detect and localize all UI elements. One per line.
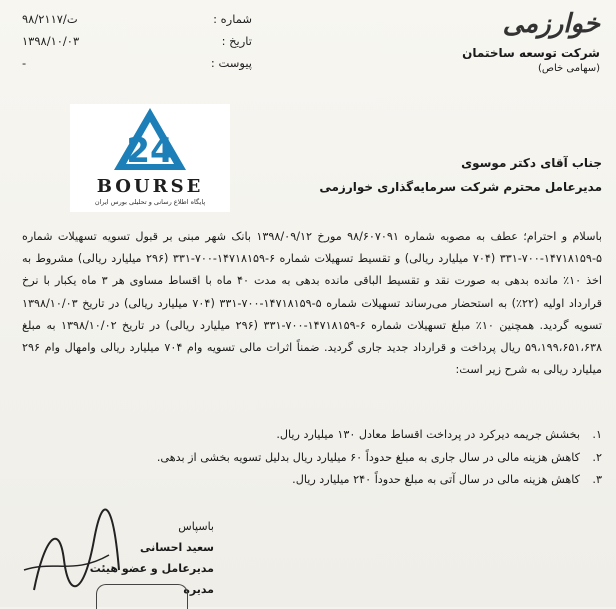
- company-logo: خوارزمی: [502, 9, 600, 39]
- recipient-name: جناب آقای دکتر موسوی: [461, 156, 602, 170]
- signatory-title: مدیرعامل و عضو هیئت مدیره: [89, 562, 214, 596]
- letter-date-value: ۱۳۹۸/۱۰/۰۳: [22, 34, 80, 48]
- bourse-watermark: [70, 104, 230, 212]
- list-item-text: بخشش جریمه دیرکرد در پرداخت اقساط معادل ۱۳۰ میلیارد ریال.: [276, 428, 580, 441]
- svg-text:24: 24: [126, 131, 174, 171]
- letter-date-row: [22, 30, 252, 52]
- letter-body: باسلام و احترام؛ عطف به مصوبه شماره ۹۸/۶۰۷۰۹۱ مورخ ۱۳۹۸/۰۹/۱۲ بانک شهر مبنی بر قبول تسویه تسهیلات شماره ۵-۱۴۷۱۸۱۵۹-۷۰۰-۳۳۱ (۷۰۴ میلیارد ریالی) و تقسیط تسهیلات شماره ۶-۱۴۷۱۸۱۵۹-۷۰۰-۳۳۱ (۲۹۶ میلیارد ریالی) مشروط به اخذ ۱۰٪ مانده بدهی به صورت نقد و تقسیط الباقی مانده بدهی به مدت ۴۰ ماه با اقساط مساوی هر ۳ ماه یکبار با نرخ قرارداد اولیه (۲۲٪) به استحضار می‌رساند تسهیلات شماره ۵-۱۴۷۱۸۱۵۹-۷۰۰-۳۳۱ (۷۰۴ میلیارد ریالی) در تاریخ ۱۳۹۸/۱۰/۰۳ تسویه گردید. همچنین ۱۰٪ مبلغ تسهیلات شماره ۶-۱۴۷۱۸۱۵۹-۷۰۰-۳۳۱ (۲۹۶ میلیارد ریالی) در تاریخ ۱۳۹۸/۱۰/۰۲ به مبلغ ۵۹،۱۹۹،۶۵۱،۶۳۸ ریال پرداخت و قرارداد جدید جاری گردید. ضمناً اثرات مالی تسویه وام ۷۰۴ میلیارد ریالی وامهال وام ۲۹۶ میلیارد ریالی به شرح زیر است:: [22, 230, 602, 377]
- list-item-number: ۳.: [592, 473, 602, 486]
- letter-attachment-row: [22, 52, 252, 74]
- letter-meta: [22, 8, 252, 74]
- bourse-wordmark: BOURSE: [96, 176, 204, 197]
- company-name: شرکت توسعه ساختمان: [462, 46, 600, 60]
- letterhead: [440, 4, 600, 76]
- list-item-number: ۲.: [592, 450, 602, 464]
- letter-attachment-label: پیوست :: [210, 56, 252, 70]
- list-item-text: کاهش هزینه مالی در سال جاری به مبلغ حدوداً ۶۰ میلیارد ریال بدلیل تسویه بخشی از بدهی.: [156, 450, 580, 464]
- signature-closing: باسپاس: [178, 520, 214, 533]
- letter-attachment-value: -: [22, 56, 27, 70]
- letter-number-row: [22, 8, 252, 30]
- list-item-text: کاهش هزینه مالی در سال آتی به مبلغ حدوداً ۲۴۰ میلیارد ریال.: [292, 473, 580, 486]
- list-item-number: ۱.: [592, 428, 602, 441]
- letter-number-label: شماره :: [213, 12, 252, 26]
- recipient-title: مدیرعامل محترم شرکت سرمایه‌گذاری خوارزمی: [319, 180, 602, 194]
- effects-list: [22, 424, 602, 492]
- list-item: [22, 447, 602, 470]
- company-stamp: [96, 584, 188, 609]
- letter-date-label: تاریخ :: [221, 34, 252, 48]
- list-item: [22, 469, 602, 492]
- signatory-name: سعید احسانی: [140, 541, 214, 554]
- list-item: [22, 424, 602, 447]
- letter-number-value: ۹۸/۲۱۱۷/ت: [22, 12, 78, 26]
- bourse-tagline: پایگاه اطلاع رسانی و تحلیلی بورس ایران: [94, 198, 206, 206]
- company-type: (سهامی خاص): [537, 63, 600, 74]
